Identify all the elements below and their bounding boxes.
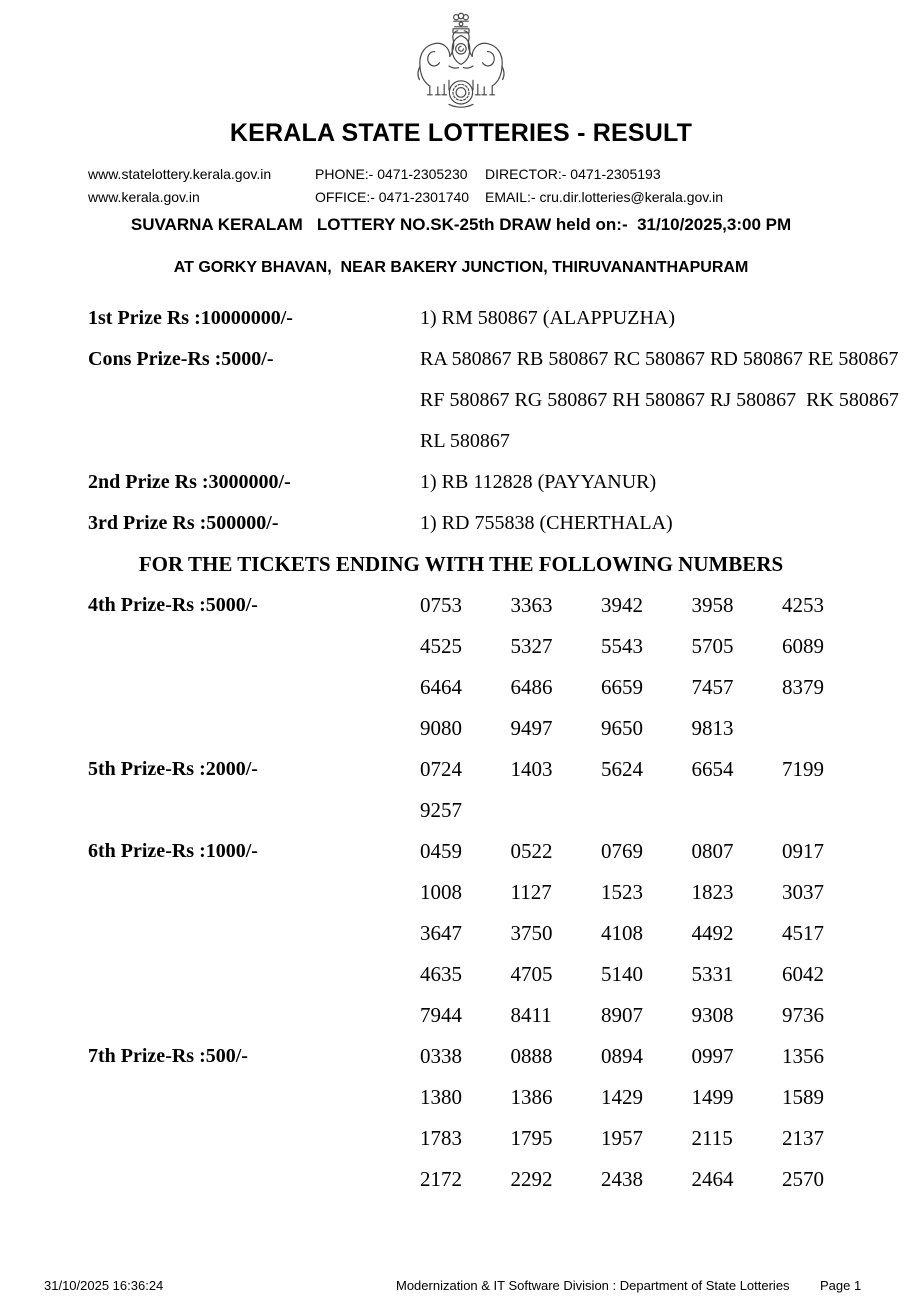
winning-number: 6464 <box>420 675 462 699</box>
winning-number: 0888 <box>510 1044 553 1068</box>
winning-number: 1783 <box>420 1126 462 1150</box>
winning-number: 0997 <box>691 1044 734 1068</box>
contact-info <box>88 166 922 205</box>
winning-numbers-grid <box>420 585 922 749</box>
winning-number: 7199 <box>782 757 824 781</box>
winning-ticket-line: RL 580867 <box>420 430 510 452</box>
ending-prize-section <box>0 749 922 831</box>
winning-number: 0522 <box>510 839 553 863</box>
winning-number: 5543 <box>601 634 643 658</box>
prize-row <box>0 462 922 503</box>
winning-number: 6654 <box>691 757 734 781</box>
winning-number: 1403 <box>510 757 553 781</box>
winning-number: 0917 <box>782 839 824 863</box>
footer-division: Modernization & IT Software Division : Department of State Lotteries <box>396 1278 790 1293</box>
winning-number: 5140 <box>601 962 643 986</box>
winning-number: 9080 <box>420 716 462 740</box>
winning-number: 1499 <box>691 1085 734 1109</box>
winning-number: 3647 <box>420 921 462 945</box>
page-title: KERALA STATE LOTTERIES - RESULT <box>229 119 693 147</box>
winning-number: 9497 <box>510 716 553 740</box>
winning-number: 2172 <box>420 1167 462 1191</box>
winning-numbers-grid <box>420 1036 922 1200</box>
winning-number: 3037 <box>782 880 824 904</box>
winning-number: 9736 <box>782 1003 824 1027</box>
lottery-result-page <box>0 10 922 1313</box>
draw-venue-line: AT GORKY BHAVAN, NEAR BAKERY JUNCTION, THIRUVANANTHAPURAM <box>173 259 749 276</box>
prize-winning-tickets <box>420 462 922 503</box>
winning-number: 1386 <box>510 1085 553 1109</box>
state-emblem-icon <box>413 10 509 114</box>
winning-number: 3958 <box>691 593 734 617</box>
winning-number: 4108 <box>601 921 643 945</box>
winning-number: 9308 <box>691 1003 734 1027</box>
ending-prize-list <box>0 585 922 1200</box>
winning-numbers-grid <box>420 831 922 1036</box>
winning-number: 0753 <box>420 593 462 617</box>
winning-number: 1957 <box>601 1126 643 1150</box>
winning-ticket-line: 1) RB 112828 (PAYYANUR) <box>420 471 657 493</box>
winning-ticket-line: RA 580867 RB 580867 RC 580867 RD 580867 RE 580867 <box>420 348 899 370</box>
winning-number: 9813 <box>691 716 734 740</box>
winning-number: 7944 <box>420 1003 462 1027</box>
winning-number: 3750 <box>510 921 553 945</box>
prize-label: 1st Prize Rs :10000000/- <box>88 307 293 329</box>
winning-number: 0459 <box>420 839 462 863</box>
winning-number: 4525 <box>420 634 462 658</box>
contact-website-2: www.kerala.gov.in <box>88 189 200 205</box>
winning-number: 0894 <box>601 1044 643 1068</box>
winning-number: 5331 <box>691 962 734 986</box>
winning-number: 2438 <box>601 1167 643 1191</box>
winning-number: 9650 <box>601 716 643 740</box>
winning-number: 1429 <box>601 1085 643 1109</box>
winning-number: 8907 <box>601 1003 643 1027</box>
winning-ticket-line: 1) RD 755838 (CHERTHALA) <box>420 512 673 534</box>
winning-number: 3942 <box>601 593 643 617</box>
winning-number: 2570 <box>782 1167 824 1191</box>
winning-number: 0807 <box>691 839 734 863</box>
contact-office: OFFICE:- 0471-2301740 <box>315 189 470 205</box>
winning-number: 1795 <box>510 1126 553 1150</box>
footer-timestamp: 31/10/2025 16:36:24 <box>44 1278 164 1293</box>
winning-number: 1356 <box>782 1044 824 1068</box>
winning-number: 5624 <box>601 757 643 781</box>
winning-number: 1008 <box>420 880 462 904</box>
winning-numbers-grid <box>420 749 922 831</box>
contact-website-1: www.statelottery.kerala.gov.in <box>88 166 272 182</box>
ending-prize-section <box>0 831 922 1036</box>
winning-number: 0769 <box>601 839 643 863</box>
winning-number: 4253 <box>782 593 824 617</box>
ending-numbers-heading: FOR THE TICKETS ENDING WITH THE FOLLOWING NUMBERS <box>138 552 784 576</box>
main-prize-list <box>0 298 922 544</box>
contact-email: EMAIL:- cru.dir.lotteries@kerala.gov.in <box>485 189 724 205</box>
winning-number: 1127 <box>510 880 552 904</box>
winning-number: 9257 <box>420 798 462 822</box>
prize-winning-tickets <box>420 339 922 462</box>
winning-number: 8379 <box>782 675 824 699</box>
winning-number: 4517 <box>782 921 824 945</box>
winning-number: 4705 <box>510 962 553 986</box>
winning-number: 2464 <box>691 1167 734 1191</box>
winning-number: 4492 <box>691 921 734 945</box>
prize-row <box>0 298 922 339</box>
winning-number: 0724 <box>420 757 462 781</box>
footer-page-number: Page 1 <box>820 1278 862 1293</box>
prize-label: 6th Prize-Rs :1000/- <box>88 840 258 862</box>
ending-prize-section <box>0 585 922 749</box>
winning-number: 3363 <box>510 593 553 617</box>
winning-number: 6659 <box>601 675 643 699</box>
contact-phone: PHONE:- 0471-2305230 <box>315 166 468 182</box>
prize-label: Cons Prize-Rs :5000/- <box>88 348 274 370</box>
winning-number: 5327 <box>510 634 553 658</box>
draw-title-line: SUVARNA KERALAM LOTTERY NO.SK-25th DRAW held on:- 31/10/2025,3:00 PM <box>130 215 792 234</box>
winning-number: 5705 <box>691 634 734 658</box>
winning-number: 1589 <box>782 1085 824 1109</box>
winning-number: 1380 <box>420 1085 462 1109</box>
prize-label: 4th Prize-Rs :5000/- <box>88 594 258 616</box>
contact-director: DIRECTOR:- 0471-2305193 <box>485 166 661 182</box>
prize-label: 3rd Prize Rs :500000/- <box>88 512 279 534</box>
prize-row <box>0 503 922 544</box>
winning-number: 1523 <box>601 880 643 904</box>
winning-number: 1823 <box>691 880 734 904</box>
prize-label: 2nd Prize Rs :3000000/- <box>88 471 291 493</box>
winning-ticket-line: RF 580867 RG 580867 RH 580867 RJ 580867 RK 580867 <box>420 389 899 411</box>
winning-number: 6486 <box>510 675 553 699</box>
prize-label: 7th Prize-Rs :500/- <box>88 1045 248 1067</box>
prize-label: 5th Prize-Rs :2000/- <box>88 758 258 780</box>
ending-prize-section <box>0 1036 922 1200</box>
winning-number: 7457 <box>691 675 734 699</box>
winning-number: 2137 <box>782 1126 824 1150</box>
winning-number: 2115 <box>691 1126 733 1150</box>
winning-number: 6089 <box>782 634 824 658</box>
winning-number: 6042 <box>782 962 824 986</box>
prize-winning-tickets <box>420 298 922 339</box>
winning-number: 2292 <box>510 1167 553 1191</box>
winning-number: 8411 <box>510 1003 552 1027</box>
winning-ticket-line: 1) RM 580867 (ALAPPUZHA) <box>420 307 675 329</box>
winning-number: 0338 <box>420 1044 462 1068</box>
winning-number: 4635 <box>420 962 462 986</box>
prize-winning-tickets <box>420 503 922 544</box>
prize-row <box>0 339 922 462</box>
